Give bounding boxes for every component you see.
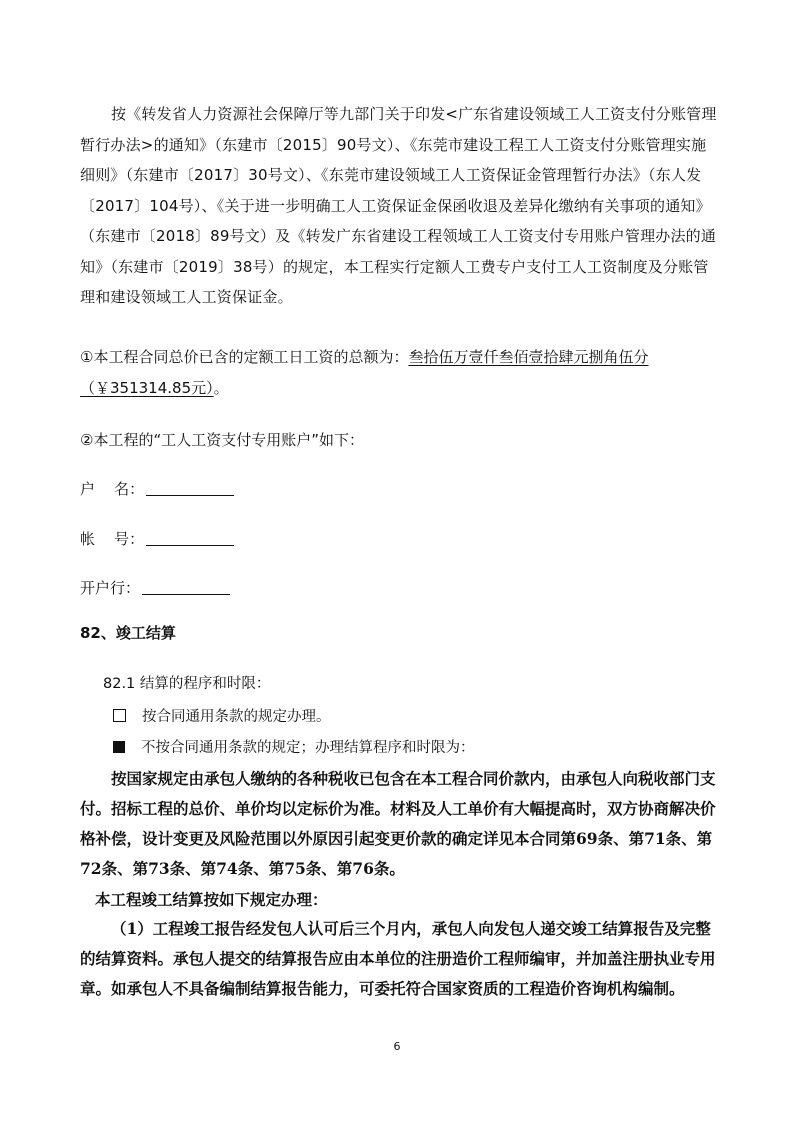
- tax-and-price-paragraph-block: [80, 764, 720, 884]
- subsection-label: 82.1 结算的程序和时限：: [103, 676, 271, 692]
- account-name-row: [80, 478, 234, 499]
- settlement-rule-intro-block: [80, 885, 720, 915]
- settlement-clause-1-block: [80, 914, 720, 1004]
- settlement-clause-1: （1）工程竣工报告经发包人认可后三个月内，承包人向发包人递交竣工结算报告及完整的结算资料。承包人提交的结算报告应由本单位的注册造价工程师编审，并加盖注册执业专用章。如承包人不具备编制结算报告能力，可委托符合国家资质的工程造价咨询机构编制。: [80, 919, 716, 998]
- wage-total-line-2: [80, 377, 229, 398]
- unchecked-checkbox-icon[interactable]: [113, 709, 126, 722]
- account-bank-row: [80, 577, 230, 598]
- account-bank-field[interactable]: [142, 579, 230, 595]
- page-number: 6: [393, 1040, 401, 1053]
- account-number-label: 帐 号：: [80, 530, 145, 548]
- wage-total-amount-number: （￥351314.85元）: [80, 379, 214, 397]
- section-heading: 82、竣工结算: [80, 624, 176, 642]
- option-unchecked-row: [113, 705, 331, 726]
- intro-paragraph: 按《转发省人力资源社会保障厅等九部门关于印发<广东省建设领域工人工资支付分账管理暂行办法>的通知》（东建市〔2015〕90号文）、《东莞市建设工程工人工资支付分账管理实施细则》（东建市〔2017〕30号文）、《东莞市建设领域工人工资保证金管理暂行办法》（东人发〔2017〕104号）、《关于进一步明确工人工资保证金保函收退及差异化缴纳有关事项的通知》（东建市〔2018〕89号文）及《转发广东省建设工程领域工人工资支付专用账户管理办法的通知》（东建市〔2019〕38号）的规定，本工程实行定额人工费专户支付工人工资制度及分账管理和建设领域工人工资保证金。: [80, 105, 717, 306]
- account-name-field[interactable]: [146, 480, 234, 496]
- account-number-row: [80, 528, 234, 549]
- intro-paragraph-block: [80, 99, 720, 313]
- account-intro: ②本工程的“工人工资支付专用账户”如下：: [80, 431, 364, 449]
- account-number-field[interactable]: [146, 530, 234, 546]
- option-unchecked-label: 按合同通用条款的规定办理。: [142, 709, 331, 725]
- option-checked-label: 不按合同通用条款的规定；办理结算程序和时限为：: [141, 740, 475, 756]
- checked-checkbox-icon[interactable]: [113, 741, 125, 753]
- wage-total-suffix: 。: [213, 379, 229, 397]
- wage-total-prefix: ①本工程合同总价已含的定额工日工资的总额为：: [80, 348, 409, 366]
- tax-and-price-paragraph: 按国家规定由承包人缴纳的各种税收已包含在本工程合同价款内，由承包人向税收部门支付。招标工程的总价、单价均以定标价为准。材料及人工单价有大幅提高时，双方协商解决价格补偿，设计变更及风险范围以外原因引起变更价款的确定详见本合同第69条、第71条、第72条、第73条、第74条、第75条、第76条。: [80, 769, 716, 878]
- account-bank-label: 开户行：: [80, 579, 141, 597]
- settlement-rule-intro: 本工程竣工结算按如下规定办理：: [95, 890, 328, 909]
- account-name-label: 户 名：: [80, 480, 145, 498]
- wage-total-amount-words: 叁拾伍万壹仟叁佰壹拾肆元捌角伍分: [408, 348, 649, 366]
- option-checked-row: [113, 736, 475, 757]
- wage-total-line-1: [80, 346, 648, 367]
